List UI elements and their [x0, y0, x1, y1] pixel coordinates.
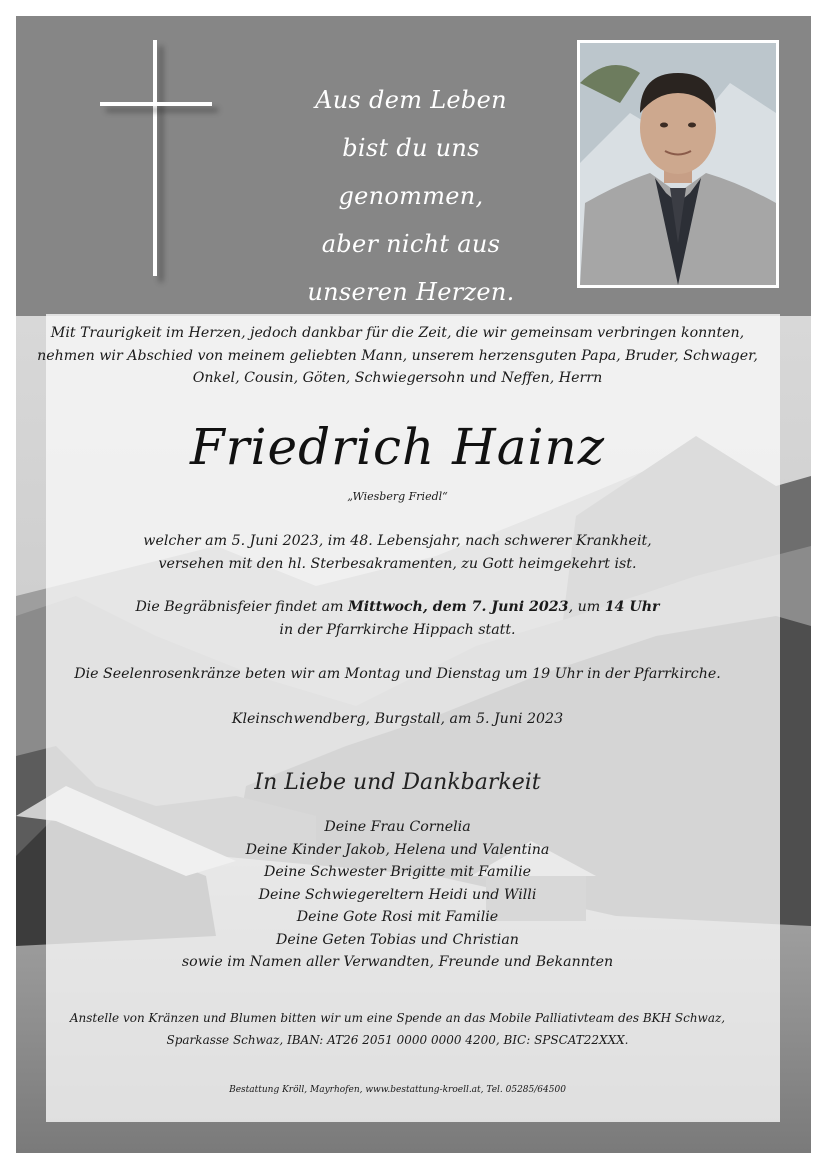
donation-line: Sparkasse Schwaz, IBAN: AT26 2051 0000 0000 4200, BIC: SPSCAT22XXX.	[166, 1033, 629, 1047]
verse-line: unseren Herzen.	[307, 278, 515, 306]
memorial-verse	[266, 76, 556, 316]
death-notice	[0, 530, 795, 575]
intro-line: Onkel, Cousin, Göten, Schwiegersohn und Neffen, Herrn	[192, 370, 603, 386]
family-member: Deine Gote Rosi mit Familie	[296, 909, 499, 925]
funeral-line-1	[0, 596, 795, 619]
intro-text	[0, 322, 795, 390]
obituary-card	[16, 16, 811, 1153]
family-member: Deine Schwester Brigitte mit Familie	[263, 864, 532, 880]
family-member: Deine Frau Cornelia	[324, 819, 471, 835]
donation-request	[0, 1007, 795, 1051]
funeral-home-footer: Bestattung Kröll, Mayrhofen, www.bestattung-kroell.at, Tel. 05285/64500	[229, 1085, 566, 1095]
family-member: Deine Schwiegereltern Heidi und Willi	[258, 886, 537, 903]
family-member: Deine Geten Tobias und Christian	[276, 931, 519, 948]
verse-line: aber nicht aus	[321, 230, 501, 258]
funeral-line-2: in der Pfarrkirche Hippach statt.	[279, 621, 516, 638]
rosary-info: Die Seelenrosenkränze beten wir am Montag und Dienstag um 19 Uhr in der Pfarrkirche.	[74, 666, 721, 682]
funeral-prefix: Die Begräbnisfeier findet am	[135, 599, 349, 615]
verse-line: Aus dem Leben	[315, 86, 507, 114]
cross-icon	[100, 40, 215, 280]
family-member: sowie im Namen aller Verwandten, Freunde und Bekannten	[181, 954, 614, 970]
funeral-date: Mittwoch, dem 7. Juni 2023	[348, 599, 569, 615]
funeral-middle: , um	[568, 599, 605, 615]
verse-line: bist du uns genommen,	[338, 134, 484, 210]
deceased-name: Friedrich Hainz	[189, 418, 606, 476]
intro-line: Mit Traurigkeit im Herzen, jedoch dankbar für die Zeit, die wir gemeinsam verbringen konnten,	[50, 325, 745, 341]
family-list	[0, 816, 795, 974]
love-heading: In Liebe und Dankbarkeit	[254, 770, 541, 795]
funeral-info	[0, 596, 795, 641]
family-member: Deine Kinder Jakob, Helena und Valentina	[245, 841, 550, 858]
portrait-photo	[577, 40, 779, 288]
intro-line: nehmen wir Abschied von meinem geliebten Mann, unserem herzensguten Papa, Bruder, Schwager,	[37, 347, 758, 364]
donation-line: Anstelle von Kränzen und Blumen bitten wir um eine Spende an das Mobile Palliativteam des BKH Schwaz,	[69, 1011, 726, 1025]
place-date: Kleinschwendberg, Burgstall, am 5. Juni 2023	[231, 711, 564, 727]
death-line: welcher am 5. Juni 2023, im 48. Lebensjahr, nach schwerer Krankheit,	[143, 533, 652, 549]
deceased-nickname: „Wiesberg Friedl“	[347, 490, 448, 503]
death-line: versehen mit den hl. Sterbesakramenten, zu Gott heimgekehrt ist.	[158, 555, 637, 572]
funeral-time: 14 Uhr	[604, 599, 660, 615]
